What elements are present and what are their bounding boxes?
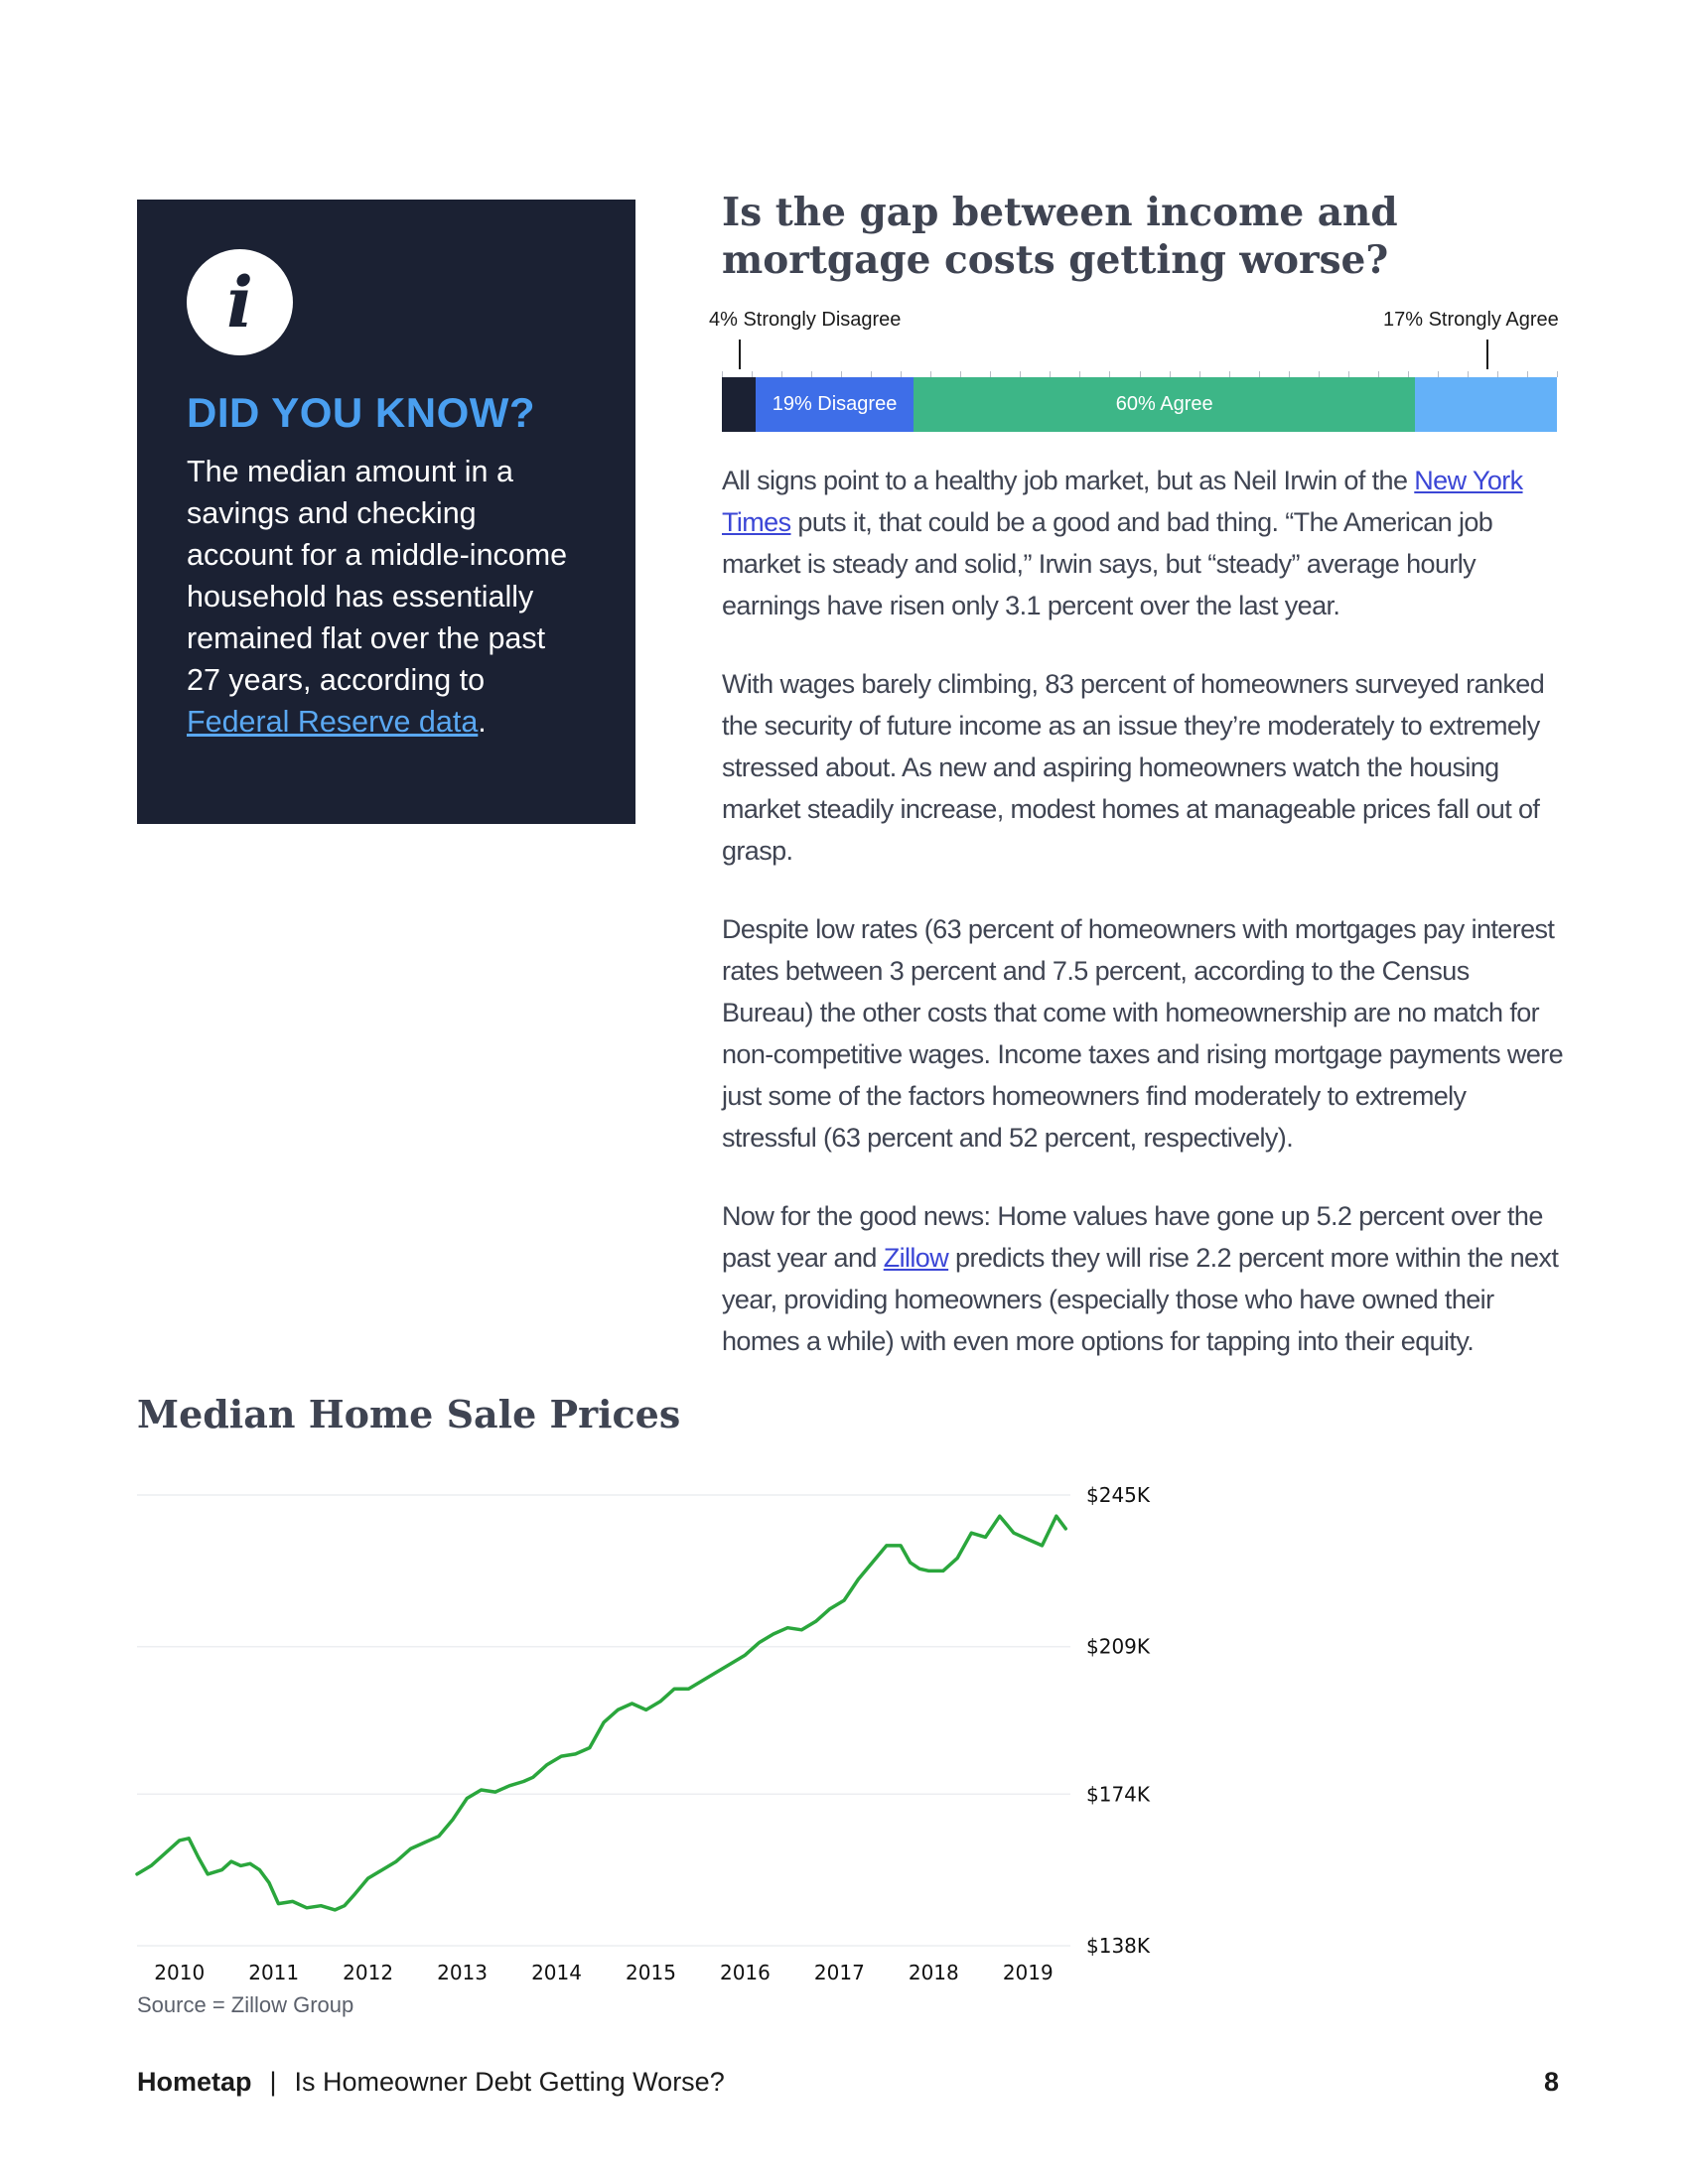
x-tick-label: 2016: [719, 1961, 771, 1984]
series-line-median-price: [137, 1516, 1065, 1910]
article-paragraph-4: [722, 1195, 1566, 1362]
x-tick-label: 2013: [437, 1961, 489, 1984]
y-tick-label: $245K: [1086, 1483, 1151, 1507]
article-text: Now for the good news: Home values have gone up 5.2 percent over the past year and: [722, 1201, 1543, 1273]
survey-segment-agree: 60% Agree: [914, 377, 1415, 432]
did-you-know-trailing: .: [478, 705, 487, 739]
federal-reserve-link[interactable]: Federal Reserve data: [187, 705, 479, 739]
did-you-know-text: The median amount in a savings and checking account for a middle-income household has essentially remained flat over the past 27 years, according to: [187, 455, 568, 697]
x-tick-label: 2010: [154, 1961, 206, 1984]
article-body: [722, 460, 1566, 1399]
zillow-link[interactable]: Zillow: [883, 1243, 949, 1273]
strongly-disagree-label: 4% Strongly Disagree: [709, 309, 902, 331]
x-tick-label: 2017: [813, 1961, 865, 1984]
page-footer: [137, 2067, 1559, 2098]
survey-segment-strongly-agree: [1415, 377, 1557, 432]
y-tick-label: $209K: [1086, 1634, 1151, 1659]
median-home-price-chart: [119, 1469, 1172, 1985]
x-tick-label: 2018: [908, 1961, 959, 1984]
footer-title: Is Homeowner Debt Getting Worse?: [294, 2067, 725, 2097]
y-tick-label: $174K: [1086, 1782, 1151, 1807]
chart-source: Source = Zillow Group: [137, 1992, 354, 2017]
x-tick-label: 2015: [626, 1961, 676, 1984]
did-you-know-body: [187, 451, 586, 743]
x-tick-label: 2014: [531, 1961, 582, 1984]
article-text: puts it, that could be a good and bad thing. “The American job market is steady and solid,” Irwin says, but “steady” average hourly earnings have risen only 3.1 percent over the last year.: [722, 507, 1493, 620]
info-icon: [187, 249, 293, 355]
survey-segment-disagree: 19% Disagree: [756, 377, 914, 432]
scale-tick: [1557, 371, 1558, 377]
did-you-know-heading: DID YOU KNOW?: [187, 389, 536, 436]
x-tick-label: 2012: [343, 1961, 394, 1984]
chart-title: Median Home Sale Prices: [137, 1392, 681, 1436]
footer-separator: |: [269, 2067, 277, 2097]
strongly-agree-marker: [1486, 340, 1488, 369]
article-paragraph-2: With wages barely climbing, 83 percent of homeowners surveyed ranked the security of future income as an issue they’re moderately to extremely stressed about. As new and aspiring homeowners watch the housing market steadily increase, modest homes at manageable prices fall out of grasp.: [722, 669, 1545, 866]
article-text: All signs point to a healthy job market, but as Neil Irwin of the: [722, 466, 1415, 495]
survey-stacked-bar: [722, 377, 1557, 432]
new-york-times-link[interactable]: New York Times: [722, 466, 1523, 537]
page-number: 8: [1543, 2067, 1559, 2097]
footer-brand: Hometap: [137, 2067, 252, 2097]
x-tick-label: 2011: [248, 1961, 300, 1984]
strongly-disagree-marker: [739, 340, 741, 369]
article-paragraph-1: [722, 460, 1566, 626]
info-icon-glyph: i: [226, 260, 253, 343]
article-text: predicts they will rise 2.2 percent more within the next year, providing homeowners (especially those who have owned their homes a while) with even more options for tapping into their equity.: [722, 1243, 1559, 1356]
did-you-know-card: [137, 200, 635, 824]
y-tick-label: $138K: [1086, 1934, 1151, 1958]
x-tick-label: 2019: [1002, 1961, 1054, 1984]
strongly-agree-label: 17% Strongly Agree: [1383, 309, 1559, 331]
article-paragraph-3: Despite low rates (63 percent of homeowners with mortgages pay interest rates between 3 percent and 7.5 percent, according to the Census Bureau) the other costs that come with homeownership are no match for non-competitive wages. Income taxes and rising mortgage payments were just some of the factors homeowners find moderately to extremely stressful (63 percent and 52 percent, respectively).: [722, 914, 1564, 1153]
survey-title: Is the gap between income and mortgage costs getting worse?: [722, 190, 1398, 283]
survey-segment-strongly-disagree: [722, 377, 756, 432]
